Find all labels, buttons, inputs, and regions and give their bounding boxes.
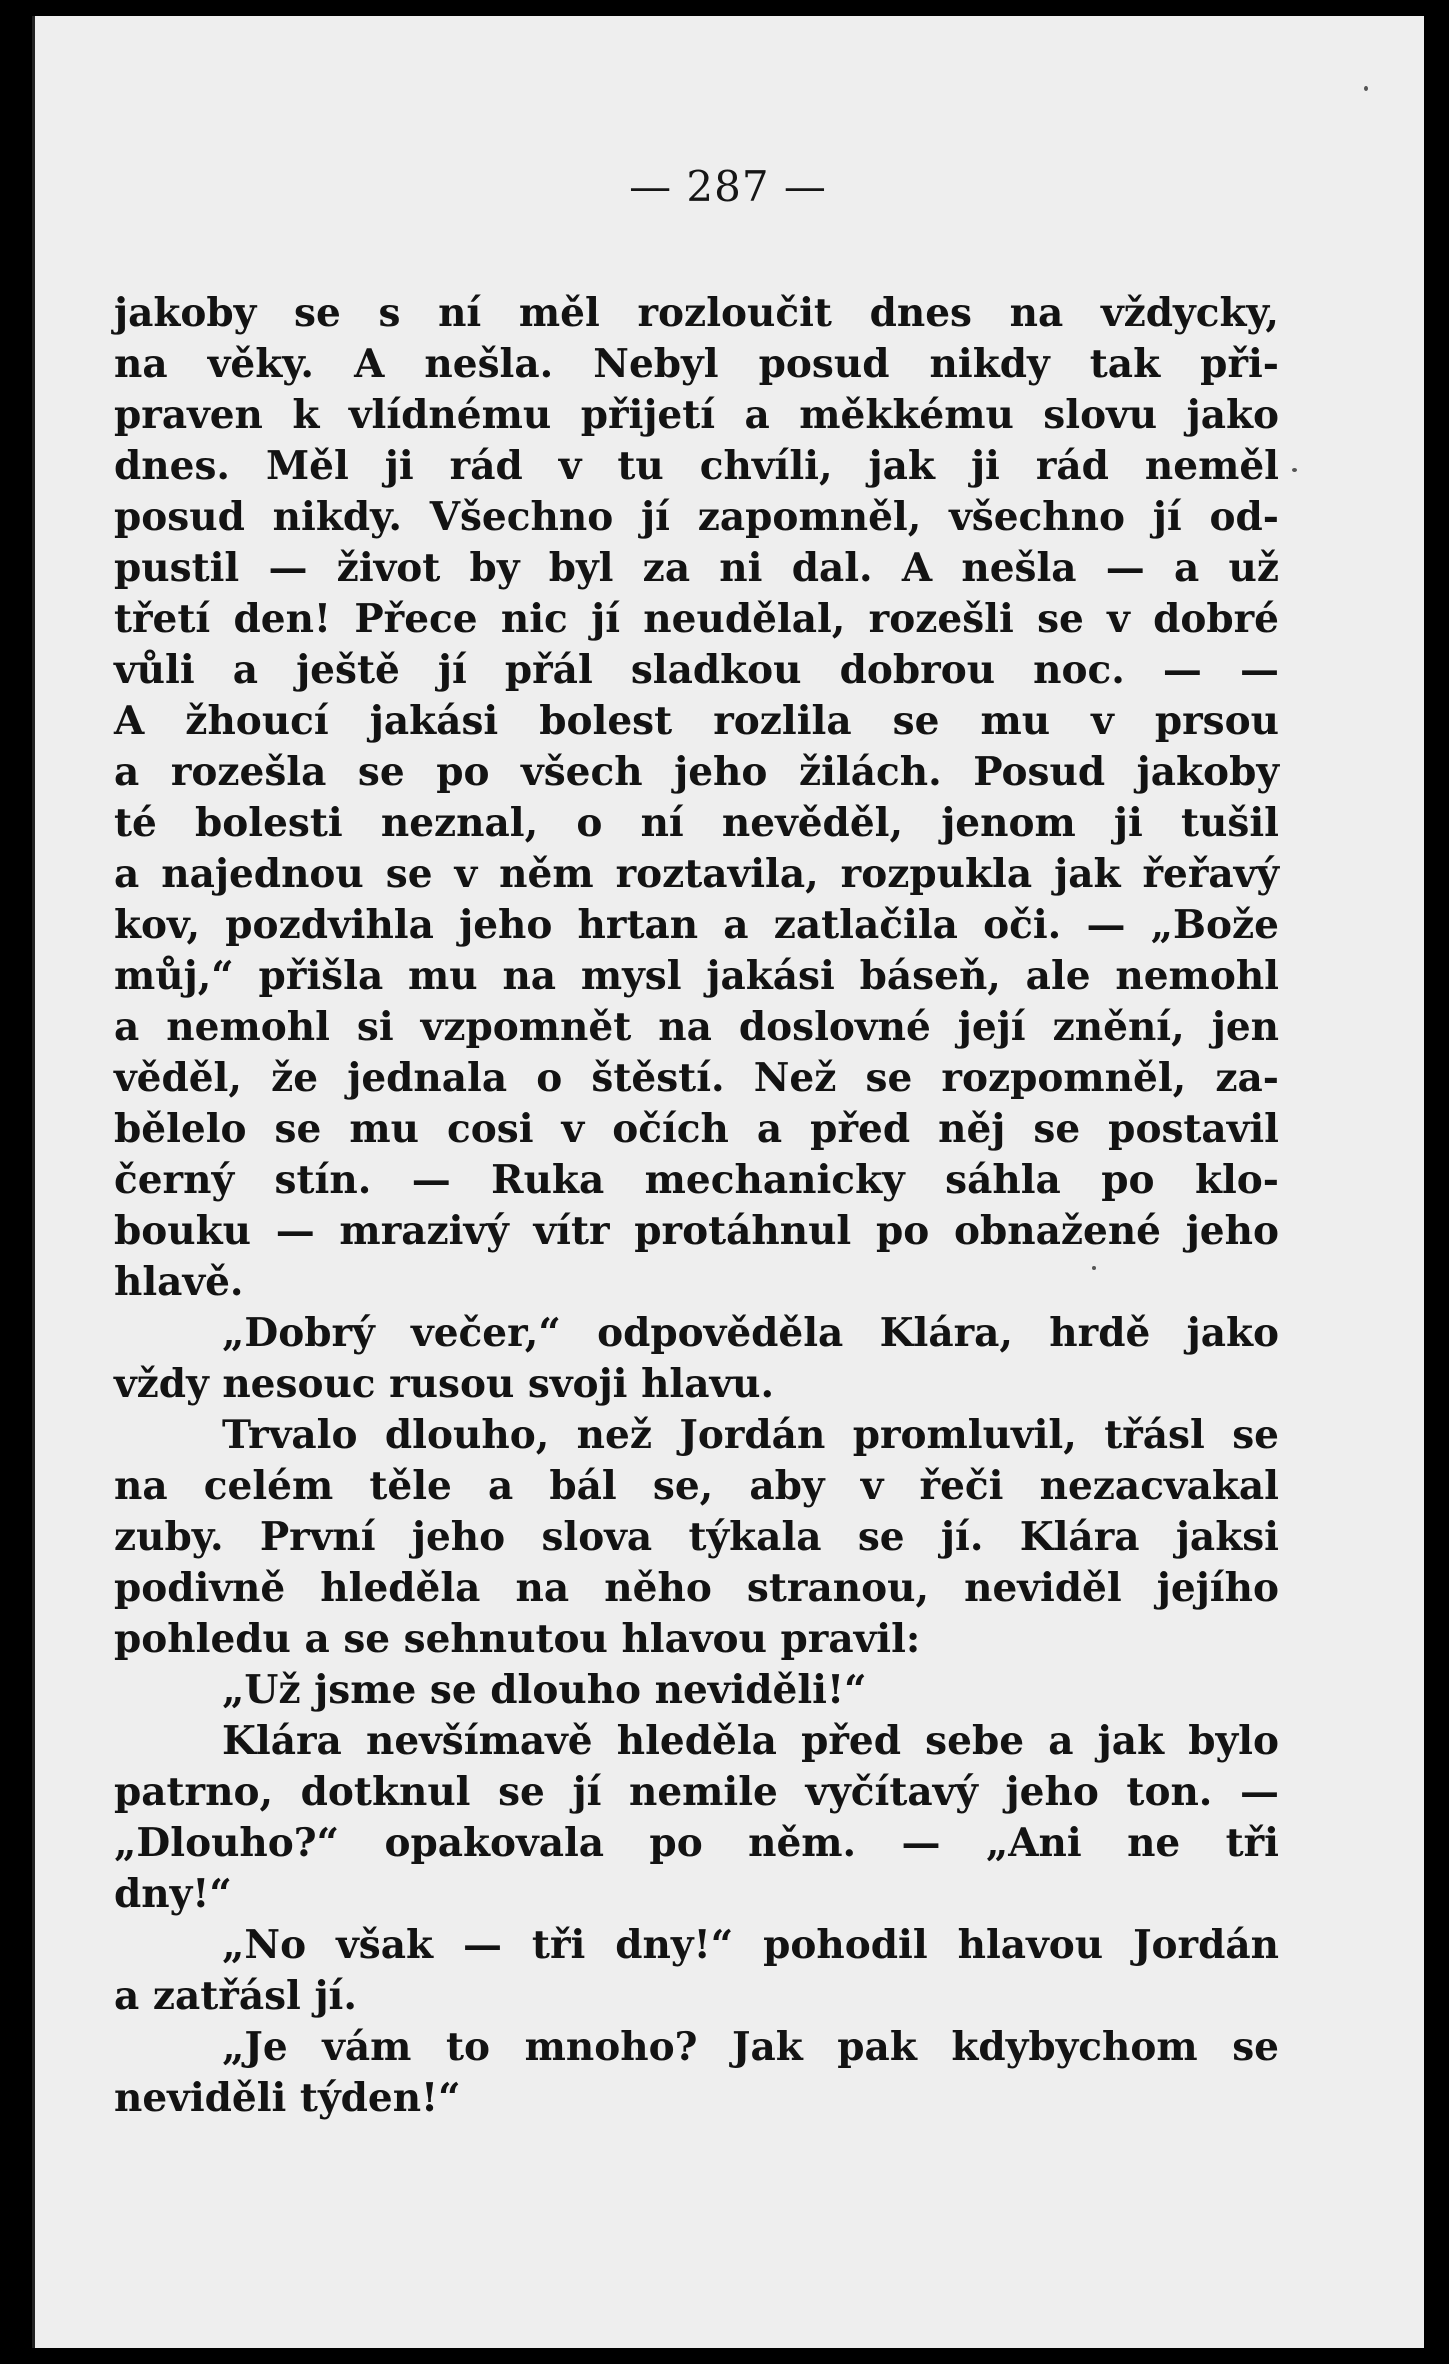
text-line: Trvalo dlouho, než Jordán promluvil, třásl se xyxy=(222,1412,1279,1458)
page-number: — 287 — xyxy=(629,162,827,211)
text-line: „Je vám to mnoho? Jak pak kdybychom se xyxy=(222,2024,1279,2070)
text-line: a rozešla se po všech jeho žilách. Posud jakoby xyxy=(114,749,1279,795)
text-line: pustil — život by byl za ni dal. A nešla — a už xyxy=(114,545,1279,591)
text-line: patrno, dotknul se jí nemile vyčítavý jeho ton. — xyxy=(114,1769,1279,1815)
text-line: té bolesti neznal, o ní nevěděl, jenom ji tušil xyxy=(114,800,1279,846)
text-line: „No však — tři dny!“ pohodil hlavou Jordán xyxy=(222,1922,1279,1968)
text-line: posud nikdy. Všechno jí zapomněl, všechno jí od- xyxy=(114,494,1279,540)
text-line: pohledu a se sehnutou hlavou pravil: xyxy=(114,1616,921,1662)
text-line: jakoby se s ní měl rozloučit dnes na vždycky, xyxy=(114,290,1279,336)
text-line: bouku — mrazivý vítr protáhnul po obnažené jeho xyxy=(114,1208,1279,1254)
paragraph xyxy=(114,1665,1279,1716)
text-line: vůli a ještě jí přál sladkou dobrou noc. — — xyxy=(114,647,1279,693)
paragraph xyxy=(114,1308,1279,1410)
paragraph xyxy=(114,2022,1279,2124)
text-line: Klára nevšímavě hleděla před sebe a jak bylo xyxy=(222,1718,1279,1764)
page-gutter-edge xyxy=(32,16,35,2348)
text-line: a zatřásl jí. xyxy=(114,1973,357,2019)
paper-speck xyxy=(1092,1266,1096,1270)
text-line: můj,“ přišla mu na mysl jakási báseň, ale nemohl xyxy=(114,953,1279,999)
text-line: a nemohl si vzpomnět na doslovné její znění, jen xyxy=(114,1004,1279,1050)
text-line: „Už jsme se dlouho neviděli!“ xyxy=(222,1667,867,1713)
text-line: zuby. První jeho slova týkala se jí. Klára jaksi xyxy=(114,1514,1279,1560)
text-line: „Dobrý večer,“ odpověděla Klára, hrdě jako xyxy=(222,1310,1279,1356)
paragraph xyxy=(114,1716,1279,1920)
text-line: dny!“ xyxy=(114,1871,232,1917)
text-line: kov, pozdvihla jeho hrtan a zatlačila oči. — „Bože xyxy=(114,902,1279,948)
text-line: dnes. Měl ji rád v tu chvíli, jak ji rád neměl xyxy=(114,443,1279,489)
paragraph xyxy=(114,1920,1279,2022)
body-text xyxy=(114,288,1279,2124)
text-line: věděl, že jednala o štěstí. Než se rozpomněl, za- xyxy=(114,1055,1279,1101)
paragraph xyxy=(114,1410,1279,1665)
paper-speck xyxy=(1364,86,1368,91)
text-line: bělelo se mu cosi v očích a před něj se postavil xyxy=(114,1106,1279,1152)
paper-speck xyxy=(1292,468,1297,472)
text-line: A žhoucí jakási bolest rozlila se mu v prsou xyxy=(114,698,1279,744)
text-line: „Dlouho?“ opakovala po něm. — „Ani ne tři xyxy=(114,1820,1279,1866)
text-line: praven k vlídnému přijetí a měkkému slovu jako xyxy=(114,392,1279,438)
text-line: neviděli týden!“ xyxy=(114,2075,461,2121)
paragraph xyxy=(114,288,1279,1308)
text-line: vždy nesouc rusou svoji hlavu. xyxy=(114,1361,775,1407)
text-line: na celém těle a bál se, aby v řeči nezacvakal xyxy=(114,1463,1279,1509)
book-page xyxy=(32,16,1424,2348)
text-line: podivně hleděla na něho stranou, neviděl jejího xyxy=(114,1565,1279,1611)
text-line: a najednou se v něm roztavila, rozpukla jak řeřavý xyxy=(114,851,1279,897)
text-line: na věky. A nešla. Nebyl posud nikdy tak při- xyxy=(114,341,1279,387)
text-line: černý stín. — Ruka mechanicky sáhla po klo- xyxy=(114,1157,1279,1203)
text-line: třetí den! Přece nic jí neudělal, rozešli se v dobré xyxy=(114,596,1279,642)
text-line: hlavě. xyxy=(114,1259,244,1305)
